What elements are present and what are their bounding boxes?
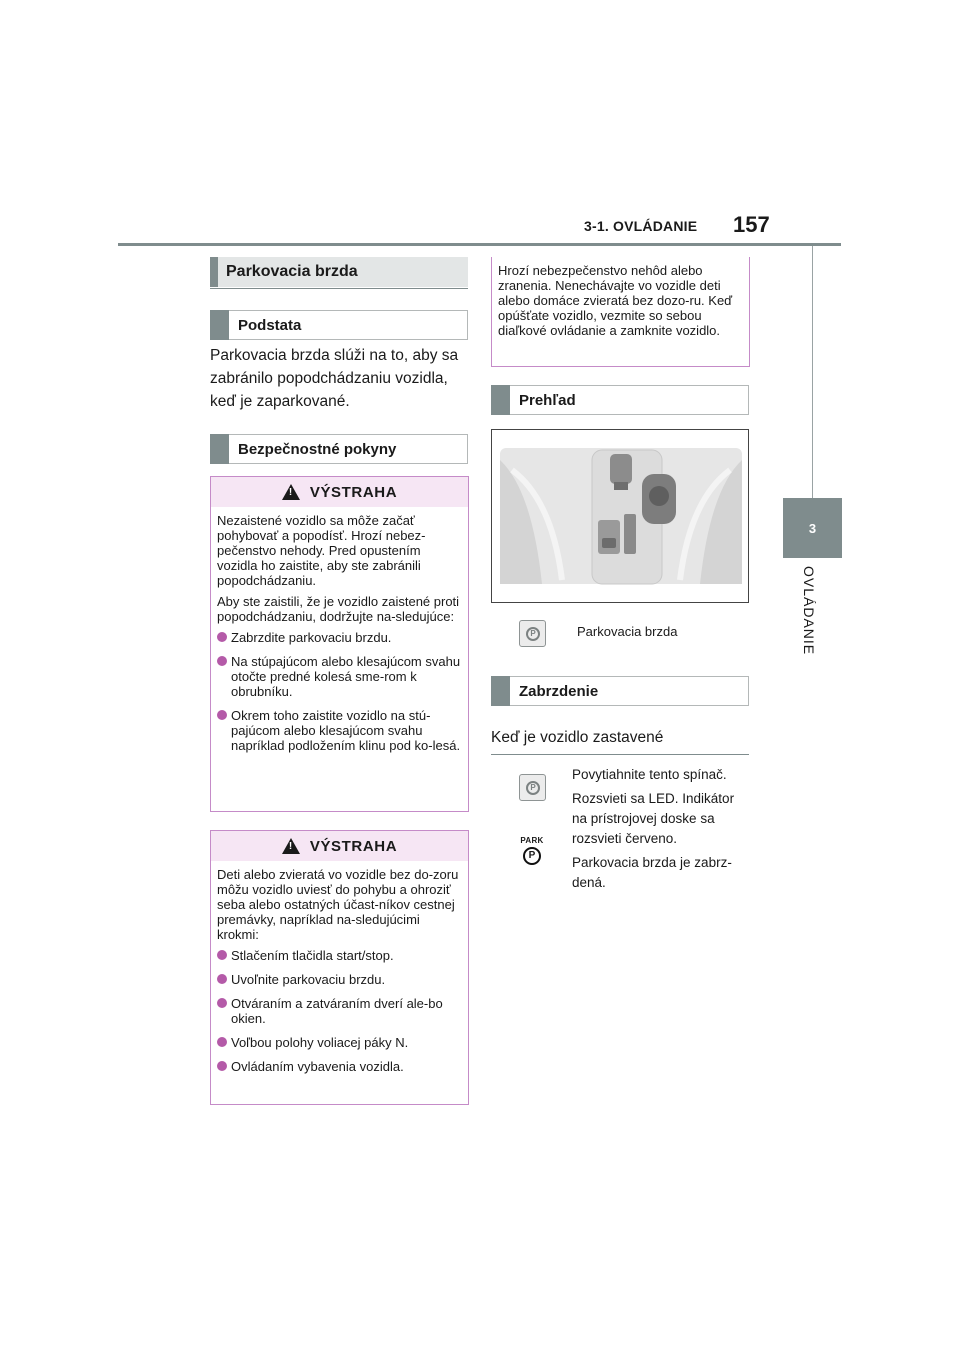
list-item: Na stúpajúcom alebo klesajúcom svahu otočte predné kolesá sme-rom k obrubníku. [217, 654, 462, 699]
apply-heading [491, 676, 749, 706]
chapter-tab [783, 498, 842, 558]
page-number: 157 [733, 212, 770, 237]
list-item: Otváraním a zatváraním dverí ale-bo okien. [217, 996, 462, 1026]
main-heading-text: Parkovacia brzda [226, 263, 358, 280]
podstata-heading-text: Podstata [238, 316, 302, 334]
warning1-paragraph-1: Nezaistené vozidlo sa môže začať pohybovať a popodísť. Hrozí nebez-pečenstvo nehody. Pred opustením vozidla ho zaistite, aby ste zabránili popodchádzaniu. [217, 513, 426, 588]
list-item: Okrem toho zaistite vozidlo na stú-pajúcom alebo klesajúcom svahu napríklad podložením klinu pod ko-lesá. [217, 708, 462, 753]
park-indicator-icon [519, 836, 545, 866]
overview-heading [491, 385, 749, 415]
list-item: Stlačením tlačidla start/stop. [217, 948, 462, 963]
list-item: Zabrzdite parkovaciu brzdu. [217, 630, 462, 645]
chapter-number: 3 [808, 520, 817, 536]
apply-step-2: Rozsvieti sa LED. Indikátor na prístrojovej doske sa rozsvieti červeno. [572, 791, 735, 846]
apply-subheading: Keď je vozidlo zastavené [491, 729, 664, 746]
center-console-image [492, 430, 749, 603]
console-illustration [491, 429, 749, 603]
warning-header-1 [211, 477, 468, 507]
warning-box-1 [210, 476, 469, 812]
header-rule [118, 243, 841, 246]
park-indicator-symbol: P [523, 847, 541, 865]
warning2-paragraph-1: Deti alebo zvieratá vo vozidle bez do-zoru môžu vozidlo uviesť do pohybu a ohroziť seba alebo ostatných účast-níkov cestnej premávky, napríklad na-sledujúcimi krokmi: [217, 867, 459, 942]
apply-heading-text: Zabrzdenie [519, 682, 599, 700]
warning-continuation-text: Hrozí nebezpečenstvo nehôd alebo zranenia. Nenechávajte vo vozidle deti alebo domáce zvieratá bez dozo-ru. Keď opúšťate vozidlo, vezmite so sebou diaľkové ovládanie a zamknite vozidlo. [498, 263, 733, 338]
warning-body-2 [211, 861, 468, 1091]
warning-continuation [491, 257, 750, 367]
warning-box-2 [210, 830, 469, 1105]
warning-title-1: VÝSTRAHA [309, 483, 398, 501]
apply-step-3: Parkovacia brzda je zabrz-dená. [572, 855, 732, 890]
warning-triangle-icon: ! [282, 484, 300, 500]
apply-steps [572, 765, 752, 897]
warning1-paragraph-2: Aby ste zaistili, že je vozidlo zaistené proti popodchádzaniu, dodržujte na-sledujúce: [217, 594, 460, 624]
overview-heading-text: Prehľad [519, 391, 576, 409]
section-title: 3-1. OVLÁDANIE [584, 218, 698, 234]
warning-body-1 [211, 507, 468, 770]
main-heading [210, 257, 468, 287]
list-item: Uvoľnite parkovaciu brzdu. [217, 972, 462, 987]
apply-step-1: Povytiahnite tento spínač. [572, 767, 727, 782]
side-rule [812, 246, 813, 498]
podstata-text: Parkovacia brzda slúži na to, aby sa zabránilo popodchádzaniu vozidla, keď je zaparkované. [210, 347, 459, 410]
parking-brake-icon: P [519, 620, 546, 647]
parking-brake-switch-icon: P [519, 774, 546, 801]
safety-heading-text: Bezpečnostné pokyny [238, 440, 397, 458]
podstata-heading [210, 310, 468, 340]
warning-title-2: VÝSTRAHA [309, 837, 398, 855]
list-item: Voľbou polohy voliacej páky N. [217, 1035, 462, 1050]
warning-header-2 [211, 831, 468, 861]
warning-triangle-icon: ! [282, 838, 300, 854]
chapter-label: OVLÁDANIE [801, 566, 817, 656]
subheading-rule [491, 754, 749, 755]
list-item: Ovládaním vybavenia vozidla. [217, 1059, 462, 1074]
illustration-caption: Parkovacia brzda [577, 624, 678, 639]
park-indicator-label: PARK [520, 836, 544, 845]
safety-heading [210, 434, 468, 464]
